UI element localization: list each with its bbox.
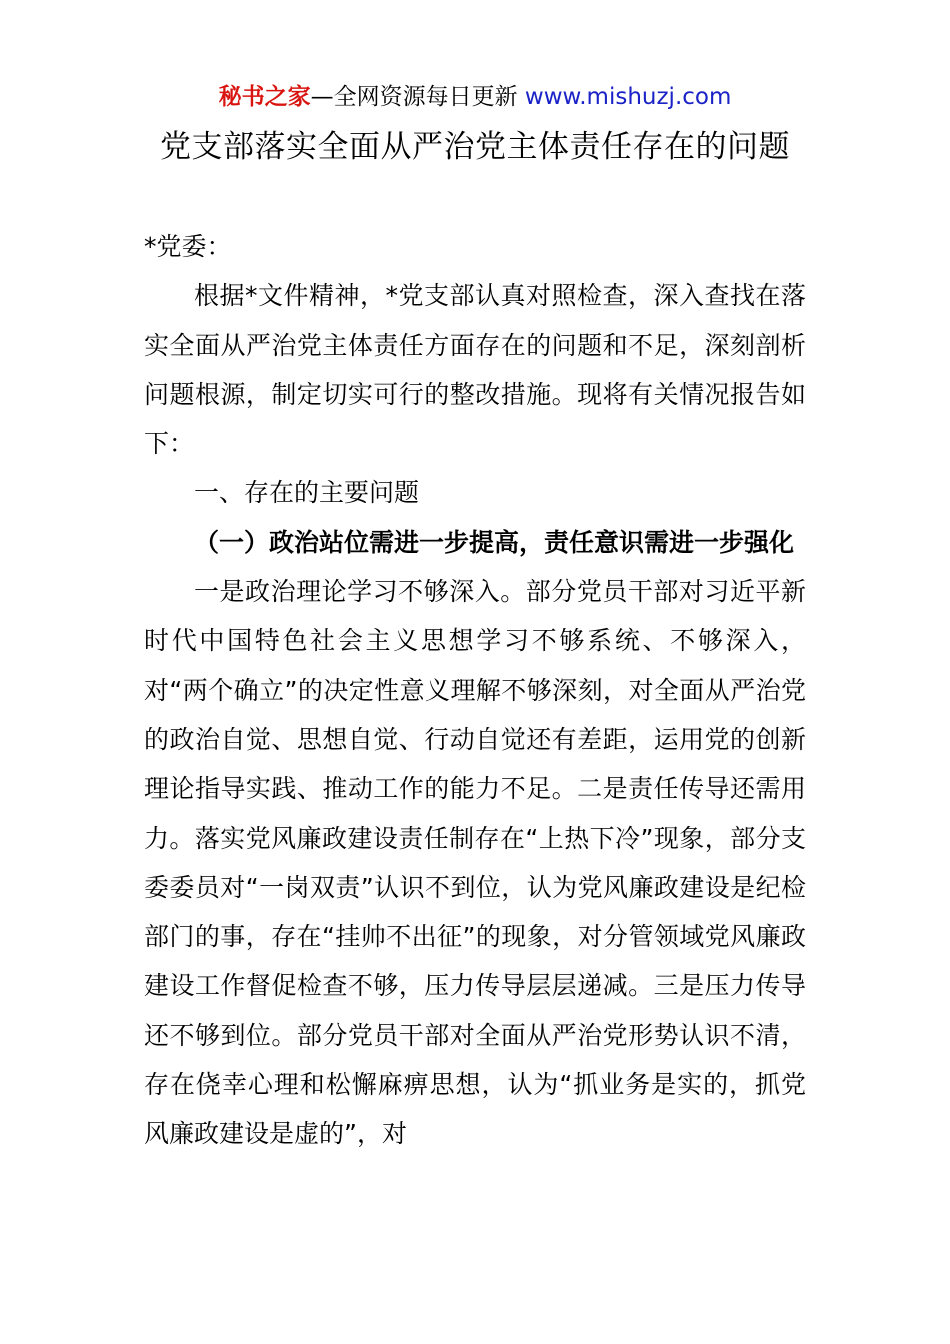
header-tagline: —全网资源每日更新 [310,84,525,110]
site-header [0,80,950,114]
body-paragraph: 一是政治理论学习不够深入。部分党员干部对习近平新时代中国特色社会主义思想学习不够系统、不够深入，对“两个确立”的决定性意义理解不够深刻，对全面从严治党的政治自觉、思想自觉、行动自觉还有差距，运用党的创新理论指导实践、推动工作的能力不足。二是责任传导还需用力。落实党风廉政建设责任制存在“上热下冷”现象，部分支委委员对“一岗双责”认识不到位，认为党风廉政建设是纪检部门的事，存在“挂帅不出征”的现象，对分管领域党风廉政建设工作督促检查不够，压力传导层层递减。三是压力传导还不够到位。部分党员干部对全面从严治党形势认识不清，存在侥幸心理和松懈麻痹思想，认为“抓业务是实的，抓党风廉政建设是虚的”，对 [144,577,806,1149]
document-body [144,222,806,1159]
site-url-link[interactable]: www.mishuzj.com [524,84,732,110]
subsection-heading: （一）政治站位需进一步提高，责任意识需进一步强化 [194,527,795,557]
document-title: 党支部落实全面从严治党主体责任存在的问题 [160,129,790,165]
intro-paragraph: 根据*文件精神，*党支部认真对照检查，深入查找在落实全面从严治党主体责任方面存在的问题和不足，深刻剖析问题根源，制定切实可行的整改措施。现将有关情况报告如下： [144,281,806,459]
brand-name: 秘书之家 [218,84,311,110]
section-heading: 一、存在的主要问题 [194,478,420,508]
salutation: *党委： [144,232,232,261]
